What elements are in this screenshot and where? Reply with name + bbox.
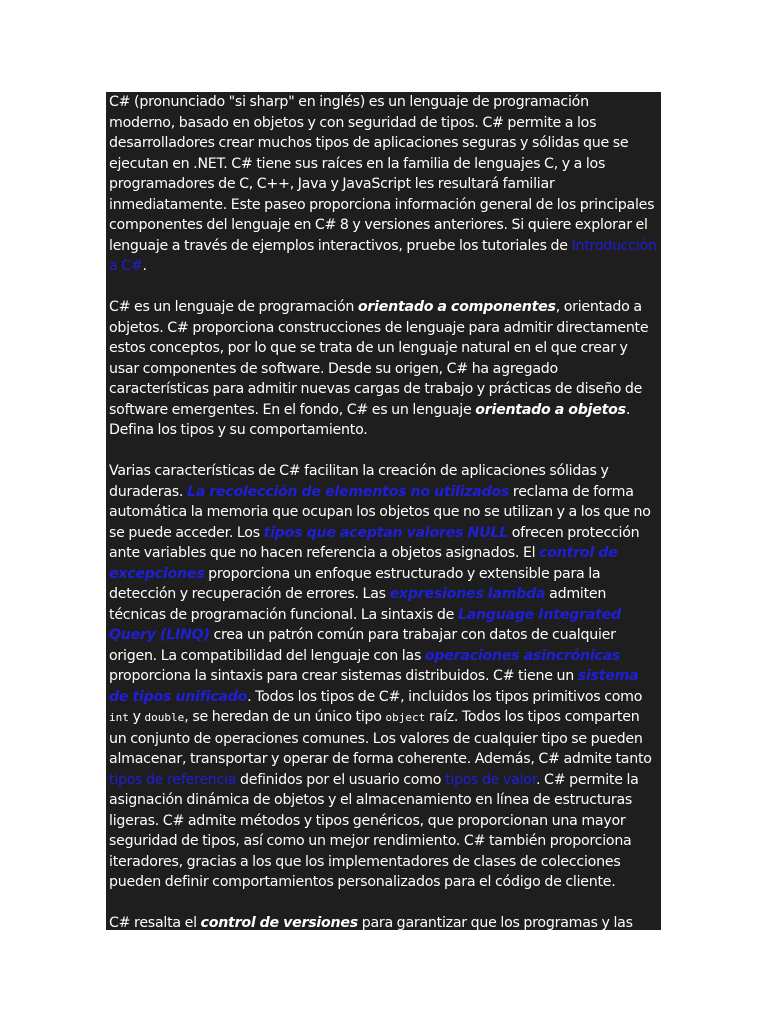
emphasis-component-oriented: orientado a componentes <box>357 299 556 315</box>
emphasis-version-control: control de versiones <box>200 915 358 931</box>
emphasis-object-oriented: orientado a objetos <box>475 401 626 418</box>
paragraph-text: para garantizar que los programas y las bibliotecas puedan evolucionar con el tiempo de manera compatible. Los aspectos <box>109 915 633 972</box>
link-garbage-collection[interactable]: La recolección de elementos no utilizados <box>186 483 510 500</box>
link-nullable-types[interactable]: tipos que aceptan valores NULL <box>263 524 508 541</box>
paragraph-text: definidos por el usuario como <box>236 771 445 788</box>
paragraph-text: . Todos los tipos de C#, incluidos los tipos primitivos como <box>247 688 643 705</box>
link-reference-types[interactable]: tipos de referencia <box>109 771 237 788</box>
paragraph-intro <box>109 92 657 277</box>
paragraph-text: raíz. Todos los tipos comparten un conjunto de operaciones comunes. Los valores de cualquier tipo se pueden almacenar, transportar y operar de forma coherente. Además, C# admite tanto <box>109 709 652 767</box>
link-exception-handling[interactable]: control de excepciones <box>109 545 618 582</box>
paragraph-text: crea un patrón común para trabajar con datos de cualquier origen. La compatibilidad del lenguaje con las <box>109 627 616 664</box>
paragraph-text: y <box>128 709 145 725</box>
code-object: object <box>385 711 426 724</box>
paragraph-text: admiten técnicas de programación funcional. La sintaxis de <box>109 586 607 623</box>
link-introduccion-csharp[interactable]: Introducción a C# <box>109 237 657 274</box>
paragraph-text: C# es un lenguaje de programación <box>109 299 358 315</box>
paragraph-components <box>109 297 657 441</box>
link-unified-type-system[interactable]: sistema de tipos unificado <box>109 668 639 705</box>
paragraph-text: . <box>142 258 147 274</box>
paragraph-text: ofrecen protección ante variables que no hacen referencia a objetos asignados. El <box>109 524 640 561</box>
document-page <box>106 92 661 972</box>
paragraph-text: . Defina los tipos y su comportamiento. <box>109 401 631 438</box>
link-lambda-expressions[interactable]: expresiones lambda <box>389 586 546 602</box>
paragraph-versioning <box>109 913 657 975</box>
paragraph-text: , se heredan de un único tipo <box>184 709 386 725</box>
paragraph-text: . C# permite la asignación dinámica de objetos y el almacenamiento en línea de estructuras ligeras. C# admite métodos y tipos genéricos, que proporcionan una mayor seguridad de tipos, así como un mejor rendimiento. C# también proporciona iteradores, gracias a los que los implementadores de clases de colecciones pueden definir comportamientos personalizados para el código de cliente. <box>109 771 639 890</box>
paragraph-text: , orientado a objetos. C# proporciona construcciones de lenguaje para admitir directamente estos conceptos, por lo que se trata de un lenguaje natural en el que crear y usar componentes de software. Desde su origen, C# ha agregado características para admitir nuevas cargas de trabajo y prácticas de diseño de software emergentes. En el fondo, C# es un lenguaje <box>109 299 649 418</box>
paragraph-features <box>109 461 657 893</box>
paragraph-text: Varias características de C# facilitan la creación de aplicaciones sólidas y duraderas. <box>109 463 609 500</box>
paragraph-text: C# resalta el <box>109 915 201 931</box>
paragraph-text: reclama de forma automática la memoria que ocupan los objetos que no se utilizan y a los que no se puede acceder. Los <box>109 483 651 541</box>
paragraph-text: C# (pronunciado "si sharp" en inglés) es un lenguaje de programación moderno, basado en objetos y con seguridad de tipos. C# permite a los desarrolladores crear muchos tipos de aplicaciones seguras y sólidas que se ejecutan en .NET. C# tiene sus raíces en la familia de lenguajes C, y a los programadores de C, C++, Java y JavaScript les resultará familiar inmediatamente. Este paseo proporciona información general de los principales componentes del lenguaje en C# 8 y versiones anteriores. Si quiere explorar el lenguaje a través de ejemplos interactivos, pruebe los tutoriales de <box>109 94 655 254</box>
link-value-types[interactable]: tipos de valor <box>444 771 537 788</box>
link-async-operations[interactable]: operaciones asincrónicas <box>424 647 621 664</box>
code-int: int <box>109 711 129 724</box>
paragraph-text: proporciona un enfoque estructurado y extensible para la detección y recuperación de errores. Las <box>109 565 601 602</box>
paragraph-text: proporciona la sintaxis para crear sistemas distribuidos. C# tiene un <box>109 668 578 684</box>
code-double: double <box>144 711 185 724</box>
link-linq[interactable]: Language Integrated Query (LINQ) <box>109 606 621 643</box>
